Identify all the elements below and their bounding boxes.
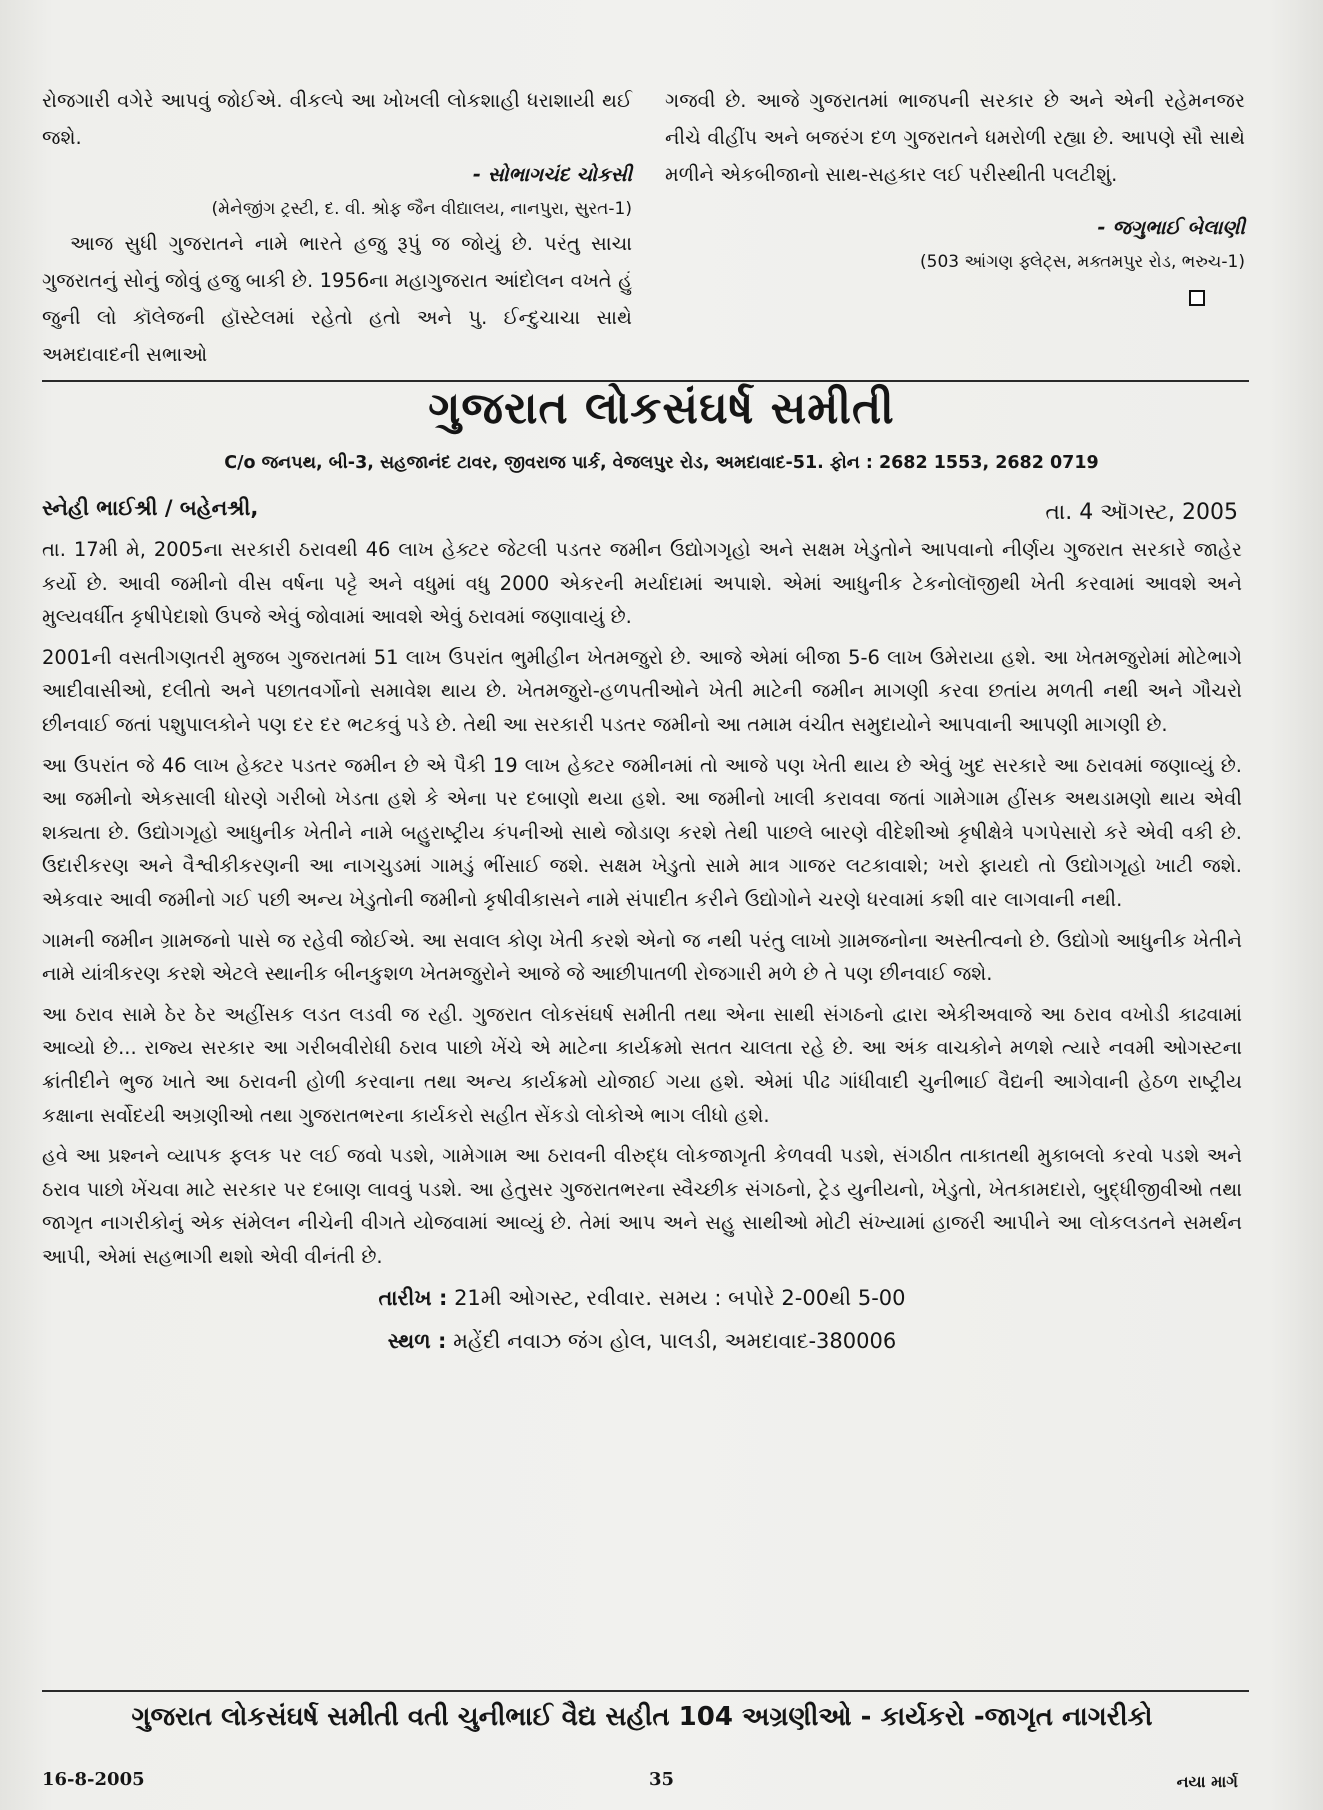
event-date-line bbox=[42, 1280, 1242, 1316]
paragraph-4: ગામની જમીન ગ્રામજનો પાસે જ રહેવી જોઈએ. આ સવાલ કોણ ખેતી કરશે એનો જ નથી પરંતુ લાખો ગ્રામજનોના અસ્તીત્વનો છે. ઉદ્યોગો આધુનીક ખેતીને નામે યાંત્રીકરણ કરશે એટલે સ્થાનીક બીનકુશળ ખેતમજુરોને આજે જે આછીપાતળી રોજગારી મળે છે તે પણ છીનવાઈ જશે. bbox=[42, 928, 1242, 986]
top-left-paragraph: આજ સુધી ગુજરાતને નામે ભારતે હજુ રૂપું જ જોયું છે. પરંતુ સાચા ગુજરાતનું સોનું જોવું હજુ બાકી છે. 1956ના મહાગુજરાત આંદોલન વખતે હું જુની લો કૉલેજની હૉસ્ટેલમાં રહેતો હતો અને પુ. ઈન્દુચાચા સાથે અમદાવાદની સભાઓ bbox=[42, 232, 632, 366]
org-address: C/o જનપથ, બી-3, સહજાનંદ ટાવર, જીવરાજ પાર્ક, વેજલપુર રોડ, અમદાવાદ-51. ફોન : 2682 1553, 2682 0719 bbox=[224, 453, 1099, 473]
venue-line bbox=[42, 1323, 1242, 1359]
paragraph-1: તા. 17મી મે, 2005ના સરકારી ઠરાવથી 46 લાખ હેક્ટર જેટલી પડતર જમીન ઉદ્યોગગૃહો અને સક્ષમ ખેડુતોને આપવાનો નીર્ણય ગુજરાત સરકારે જાહેર કર્યો છે. આવી જમીનો વીસ વર્ષના પટ્ટે અને વધુમાં વધુ 2000 એકરની મર્યાદામાં અપાશે. એમાં આધુનીક ટેકનોલૉજીથી ખેતી કરવામાં આવશે અને મુલ્યવર્ધીત કૃષીપેદાશો ઉપજે એવું જોવામાં આવશે એવું ઠરાવમાં જણાવાયું છે. bbox=[42, 538, 1242, 629]
top-left-column bbox=[42, 82, 632, 373]
venue: મહેંદી નવાઝ જંગ હોલ, પાલડી, અમદાવાદ-380006 bbox=[453, 1329, 897, 1354]
page-number: 35 bbox=[648, 1769, 675, 1790]
paragraph-2: 2001ની વસતીગણતરી મુજબ ગુજરાતમાં 51 લાખ ઉપરાંત ભુમીહીન ખેતમજુરો છે. આજે એમાં બીજા 5-6 લાખ ઉમેરાયા હશે. આ ખેતમજુરોમાં મોટેભાગે આદીવાસીઓ, દલીતો અને પછાતવર્ગોનો સમાવેશ થાય છે. ખેતમજુરો-હળપતીઓને ખેતી માટેની જમીન માગણી કરવા છતાંય મળતી નથી અને ગૌચરો છીનવાઈ જતાં પશુપાલકોને પણ દર દર ભટકવું પડે છે. તેથી આ સરકારી પડતર જમીનો આ તમામ વંચીત સમુદાયોને આપવાની આપણી માગણી છે. bbox=[42, 645, 1242, 736]
top-right-column bbox=[665, 82, 1245, 315]
paragraph-3: આ ઉપરાંત જે 46 લાખ હેક્ટર પડતર જમીન છે એ પૈકી 19 લાખ હેક્ટર જમીનમાં તો આજે પણ ખેતી થાય છે એવું ખુદ સરકારે આ ઠરાવમાં જણાવ્યું છે. આ જમીનો એકસાલી ધોરણે ગરીબો ખેડતા હશે કે એના પર દબાણો થયા હશે. આ જમીનો ખાલી કરાવવા જતાં ગામેગામ હીંસક અથડામણો થાય એવી શક્યતા છે. ઉદ્યોગગૃહો આધુનીક ખેતીને નામે બહુરાષ્ટ્રીય કંપનીઓ સાથે જોડાણ કરશે તેથી પાછલે બારણે વીદેશીઓ કૃષીક્ષેત્રે પગપેસારો કરે એવી વકી છે. ઉદારીકરણ અને વૈશ્વીકીકરણની આ નાગચુડમાં ગામડું ભીંસાઈ જશે. સક્ષમ ખેડુતો સામે માત્ર ગાજર લટકાવાશે; ખરો ફાયદો તો ઉદ્યોગગૃહો ખાટી જશે. એકવાર આવી જમીનો ગઈ પછી અન્ય ખેડુતોની જમીનો કૃષીવીકાસને નામે સંપાદીત કરીને ઉદ્યોગોને ચરણે ધરવામાં કશી વાર લાગવાની નથી. bbox=[42, 753, 1242, 911]
footer-divider bbox=[42, 1690, 1249, 1692]
magazine-name: નયા માર્ગ bbox=[1176, 1772, 1238, 1791]
signature-jagubhai: - જગુભાઈ બેલાણી bbox=[1097, 216, 1245, 239]
paragraph-5: આ ઠરાવ સામે ઠેર ઠેર અહીંસક લડત લડવી જ રહી. ગુજરાત લોકસંઘર્ષ સમીતી તથા એના સાથી સંગઠનો દ્વારા એકીઅવાજે આ ઠરાવ વખોડી કાઢવામાં આવ્યો છે... રાજ્ય સરકાર આ ગરીબવીરોધી ઠરાવ પાછો ખેંચે એ માટેના કાર્યક્રમો સતત ચાલતા રહે છે. આ અંક વાચકોને મળશે ત્યારે નવમી ઓગસ્ટના ક્રાંતીદીને ભુજ ખાતે આ ઠરાવની હોળી કરવાના તથા અન્ય કાર્યક્રમો યોજાઈ ગયા હશે. એમાં પીઢ ગાંધીવાદી ચુનીભાઈ વૈદ્યની આગેવાની હેઠળ રાષ્ટ્રીય કક્ષાના સર્વોદયી અગ્રણીઓ તથા ગુજરાતભરના કાર્યકરો સહીત સેંકડો લોકોએ ભાગ લીધો હશે. bbox=[42, 1002, 1242, 1127]
org-sobhagchand: (મેનેજીંગ ટ્રસ્ટી, દ. વી. શ્રોફ જૈન વીદ્યાલય, નાનપુરા, સુરત-1) bbox=[211, 199, 632, 219]
end-square-icon bbox=[1189, 290, 1205, 306]
org-title: ગુજરાત લોકસંઘર્ષ સમીતી bbox=[428, 383, 895, 434]
event-date: 21મી ઓગસ્ટ, રવીવાર. સમય : બપોરે 2-00થી 5-00 bbox=[454, 1286, 906, 1311]
signature-sobhagchand: - સોભાગચંદ ચોકસી bbox=[472, 163, 632, 186]
paragraph-6: હવે આ પ્રશ્નને વ્યાપક ફલક પર લઈ જવો પડશે, ગામેગામ આ ઠરાવની વીરુદ્ધ લોકજાગૃતી કેળવવી પડશે, સંગઠીત તાકાતથી મુકાબલો કરવો પડશે અને ઠરાવ પાછો ખેંચવા માટે સરકાર પર દબાણ લાવવું પડશે. આ હેતુસર ગુજરાતભરના સ્વૈચ્છીક સંગઠનો, ટ્રેડ યુનીયનો, ખેડુતો, ખેતકામદારો, બુદ્ધીજીવીઓ તથા જાગૃત નાગરીકોનું એક સંમેલન નીચેની વીગતે યોજવામાં આવ્યું છે. તેમાં આપ અને સહુ સાથીઓ મોટી સંખ્યામાં હાજરી આપીને આ લોકલડતને સમર્થન આપી, એમાં સહભાગી થશો એવી વીનંતી છે. bbox=[42, 1144, 1242, 1268]
top-left-text: રોજગારી વગેરે આપવું જોઈએ. વીકલ્પે આ ખોખલી લોકશાહી ધરાશાયી થઈ જશે. bbox=[42, 89, 632, 149]
venue-label: સ્થળ : bbox=[387, 1329, 447, 1354]
event-date-label: તારીખ : bbox=[378, 1286, 448, 1311]
letter-date: તા. 4 ઑગસ્ટ, 2005 bbox=[1045, 500, 1238, 525]
org-jagubhai: (503 આંગણ ફ્લેટ્સ, મક્તમપુર રોડ, ભરુચ-1) bbox=[920, 252, 1245, 272]
issue-date: 16-8-2005 bbox=[42, 1769, 145, 1790]
letter-body bbox=[42, 533, 1242, 1366]
salutation: સ્નેહી ભાઈશ્રી / બહેનશ્રી, bbox=[42, 496, 259, 520]
top-right-paragraph: ગજવી છે. આજે ગુજરાતમાં ભાજપની સરકાર છે અને એની રહેમનજર નીચે વીહીંપ અને બજરંગ દળ ગુજરાતને ધમરોળી રહ્યા છે. આપણે સૌ સાથે મળીને એકબીજાનો સાથ-સહકાર લઈ પરીસ્થીતી પલટીશું. bbox=[665, 89, 1245, 186]
footer-banner: ગુજરાત લોકસંઘર્ષ સમીતી વતી ચુનીભાઈ વૈદ્ય સહીત 104 અગ્રણીઓ - કાર્યકરો -જાગૃત નાગરીકો bbox=[131, 1702, 1153, 1732]
